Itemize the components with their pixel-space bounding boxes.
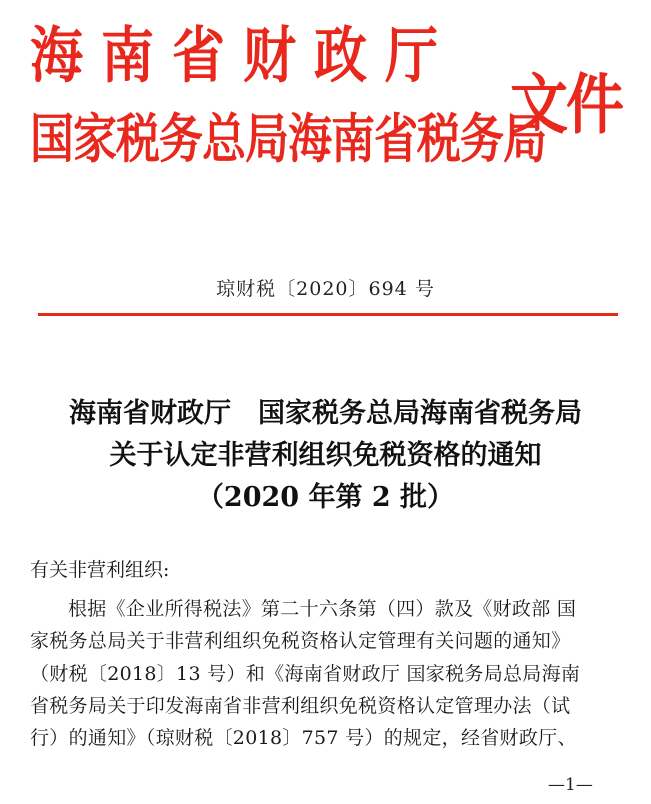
title-line-1: 海南省财政厅 国家税务总局海南省税务局	[69, 398, 582, 429]
letterhead-divider	[38, 313, 618, 316]
title-line-3: （2020 年第 2 批）	[196, 482, 455, 513]
document-number: 琼财税〔2020〕694 号	[216, 278, 435, 300]
letterhead-issuer-tax-bureau: 国家税务总局海南省税务局	[30, 109, 546, 171]
body-text-line: 省税务局关于印发海南省非营利组织免税资格认定管理办法（试	[30, 695, 571, 717]
letterhead-issuer-finance-dept: 海南省财政厅	[30, 21, 456, 91]
page-number: —1—	[548, 775, 593, 795]
body-text-line: （财税〔2018〕13 号）和《海南省财政厅 国家税务局总局海南	[30, 663, 581, 685]
salutation: 有关非营利组织:	[30, 559, 170, 581]
title-line-2: 关于认定非营利组织免税资格的通知	[109, 440, 542, 471]
body-text-line: 根据《企业所得税法》第二十六条第（四）款及《财政部 国	[68, 598, 577, 620]
body-text-line: 家税务总局关于非营利组织免税资格认定管理有关问题的通知》	[30, 630, 571, 652]
body-text-line: 行）的通知》（琼财税〔2018〕757 号）的规定，经省财政厅、	[30, 727, 577, 749]
letterhead-doc-type: 文件	[510, 66, 623, 143]
